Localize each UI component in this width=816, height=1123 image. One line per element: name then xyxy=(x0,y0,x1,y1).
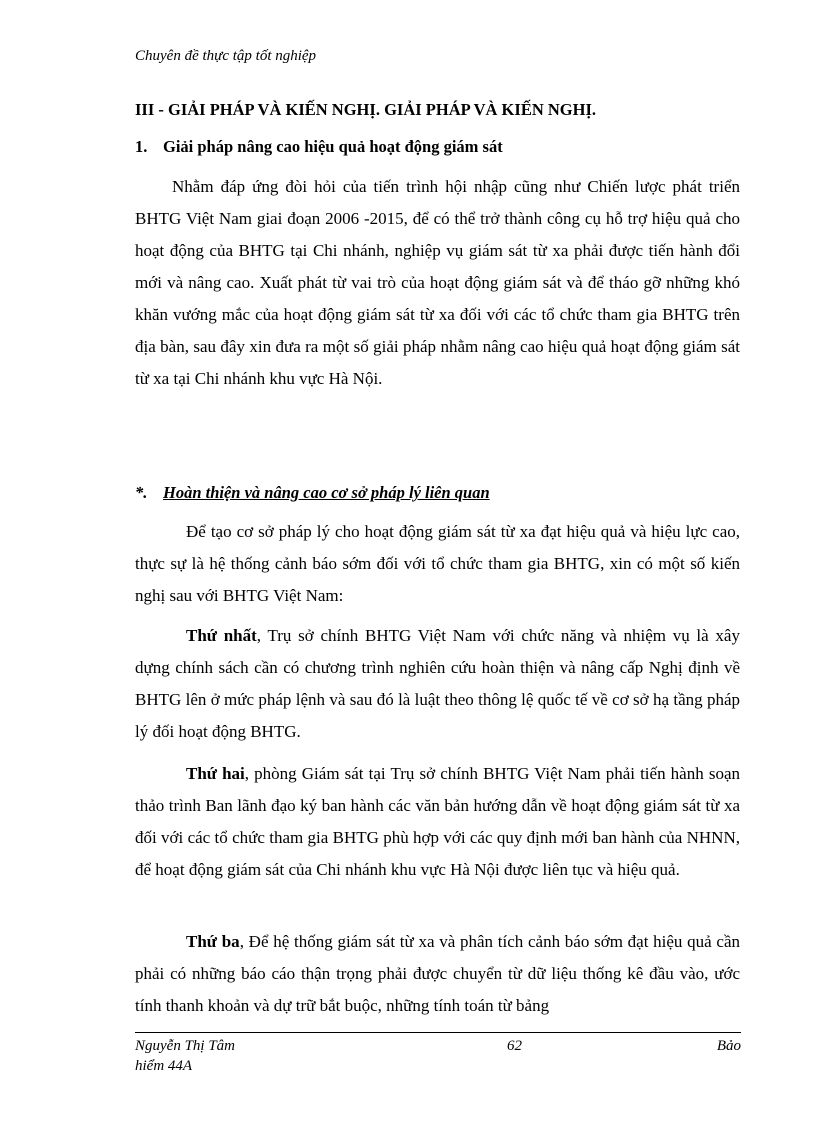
page-header: Chuyên đề thực tập tốt nghiệp xyxy=(135,48,317,64)
section-number: 1. xyxy=(135,137,148,156)
page-footer xyxy=(135,1036,741,1076)
paragraph-first-lead: Thứ nhất xyxy=(186,626,257,645)
paragraph-first-text: , Trụ sở chính BHTG Việt Nam với chức năng và nhiệm vụ là xây dựng chính sách cần có chương trình nghiên cứu hoàn thiện và nâng cấp Nghị định về BHTG lên ở mức pháp lệnh và sau đó là luật theo thông lệ quốc tế về cơ sở hạ tầng pháp lý đối hoạt động BHTG. xyxy=(135,626,740,741)
section-heading xyxy=(135,137,503,157)
paragraph-first xyxy=(135,620,740,748)
subsection-marker: *. xyxy=(135,483,148,502)
paragraph-second xyxy=(135,758,740,886)
footer-department-line1: Bảo xyxy=(716,1038,741,1054)
footer-divider xyxy=(135,1032,741,1033)
footer-author: Nguyễn Thị Tâm xyxy=(135,1038,236,1054)
paragraph-third xyxy=(135,926,740,1022)
page-number: 62 xyxy=(507,1038,522,1054)
footer-department-line2: hiểm 44A xyxy=(135,1058,193,1074)
paragraph-intro: Nhằm đáp ứng đòi hỏi của tiến trình hội nhập cũng như Chiến lược phát triển BHTG Việt Nam giai đoạn 2006 -2015, để có thể trở thành công cụ hỗ trợ hiệu quả cho hoạt động của BHTG tại Chi nhánh, nghiệp vụ giám sát từ xa phải được tiến hành đổi mới và nâng cao. Xuất phát từ vai trò của hoạt động giám sát và để tháo gỡ những khó khăn vướng mắc của hoạt động giám sát từ xa đối với các tổ chức tham gia BHTG trên địa bàn, sau đây xin đưa ra một số giải pháp nhằm nâng cao hiệu quả hoạt động giám sát từ xa tại Chi nhánh khu vực Hà Nội. xyxy=(135,177,740,388)
subsection-title: Hoàn thiện và nâng cao cơ sở pháp lý liên quan xyxy=(163,483,490,502)
paragraph-second-lead: Thứ hai xyxy=(186,764,245,783)
paragraph-third-text: , Để hệ thống giám sát từ xa và phân tích cảnh báo sớm đạt hiệu quả cần phải có những báo cáo thận trọng phải được chuyển từ dữ liệu thống kê đầu vào, ước tính thanh khoản và dự trữ bắt buộc, những tính toán từ bảng xyxy=(135,932,741,1015)
paragraph-third-lead: Thứ ba xyxy=(186,932,240,951)
subsection-heading xyxy=(135,483,490,503)
paragraph-second-text: , phòng Giám sát tại Trụ sở chính BHTG Việt Nam phải tiến hành soạn thảo trình Ban lãnh đạo ký ban hành các văn bản hướng dẫn về hoạt động giám sát từ xa đối với các tổ chức tham gia BHTG phù hợp với các quy định mới ban hành của NHNN, để hoạt động giám sát của Chi nhánh khu vực Hà Nội được liên tục và hiệu quả. xyxy=(135,764,740,879)
paragraph-legal-basis: Để tạo cơ sở pháp lý cho hoạt động giám sát từ xa đạt hiệu quả và hiệu lực cao, thực sự là hệ thống cảnh báo sớm đối với tổ chức tham gia BHTG, xin có một số kiến nghị sau với BHTG Việt Nam: xyxy=(135,522,740,605)
section-title: Giải pháp nâng cao hiệu quả hoạt động giám sát xyxy=(163,137,503,156)
chapter-title: III - GIẢI PHÁP VÀ KIẾN NGHỊ. GIẢI PHÁP VÀ KIẾN NGHỊ. xyxy=(135,100,596,119)
